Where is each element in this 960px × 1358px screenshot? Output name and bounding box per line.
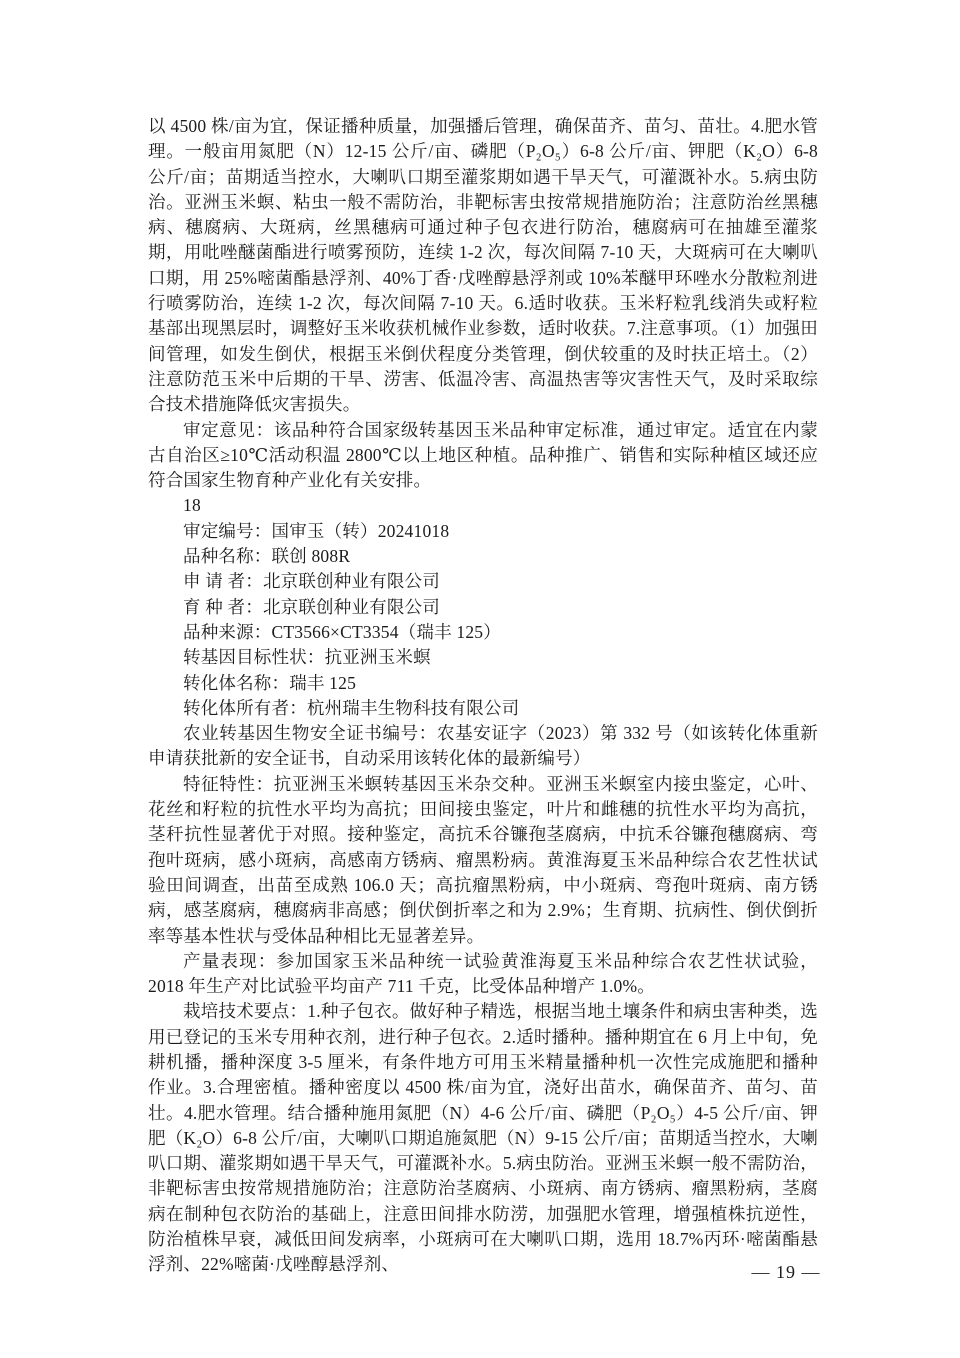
certification-number-line: 审定编号：国审玉（转）20241018 [183,520,450,541]
characteristics-paragraph: 特征特性：抗亚洲玉米螟转基因玉米杂交种。亚洲玉米螟室内接虫鉴定，心叶、花丝和籽粒的抗性水平均为高抗；田间接虫鉴定，叶片和雌穗的抗性水平均为高抗，茎秆抗性显著优于对照。接种鉴定，高抗禾谷镰孢茎腐病，中抗禾谷镰孢穗腐病、弯孢叶斑病，感小斑病，高感南方锈病、瘤黑粉病。黄淮海夏玉米品种综合农艺性状试验田间调查，出苗至成熟 106.0 天；高抗瘤黑粉病，中小斑病、弯孢叶斑病、南方锈病，感茎腐病，穗腐病非高感；倒伏倒折率之和为 2.9%；生育期、抗病性、倒伏倒折率等基本性状与受体品种相比无显著差异。 [148,773,818,946]
cultivation-continuation-paragraph: 以 4500 株/亩为宜，保证播种质量，加强播后管理，确保苗齐、苗匀、苗壮。4.肥水管理。一般亩用氮肥（N）12-15 公斤/亩、磷肥（P₂O₅）6-8 公斤/亩、钾肥（K₂O）6-8 公斤/亩；苗期适当控水，大喇叭口期至灌浆期如遇干旱天气，可灌溉补水。5.病虫防治。亚洲玉米螟、粘虫一般不需防治，非靶标害虫按常规措施防治；注意防治丝黑穗病、穗腐病、大斑病，丝黑穗病可通过种子包衣进行防治，穗腐病可在抽雄至灌浆期，用吡唑醚菌酯进行喷雾预防，连续 1-2 次，每次间隔 7-10 天，大斑病可在大喇叭口期，用 25%嘧菌酯悬浮剂、40%丁香·戊唑醇悬浮剂或 10%苯醚甲环唑水分散粒剂进行喷雾防治，连续 1-2 次，每次间隔 7-10 天。6.适时收获。玉米籽粒乳线消失或籽粒基部出现黑层时，调整好玉米收获机械作业参数，适时收获。7.注意事项。（1）加强田间管理，如发生倒伏，根据玉米倒伏程度分类管理，倒伏较重的及时扶正培土。（2）注意防范玉米中后期的干旱、涝害、低温冷害、高温热害等灾害性天气，及时采取综合技术措施降低灾害损失。 [148,116,818,415]
transgenic-trait-line: 转基因目标性状：抗亚洲玉米螟 [183,647,431,668]
document-text-block [148,114,818,1278]
page-number: — 19 — [751,1262,821,1282]
cultivation-techniques-paragraph: 栽培技术要点：1.种子包衣。做好种子精选，根据当地土壤条件和病虫害种类，选用已登记的玉米专用种衣剂，进行种子包衣。2.适时播种。播种期宜在 6 月上中旬，免耕机播，播种深度 3-5 厘米，有条件地方可用玉米精量播种机一次性完成施肥和播种作业。3.合理密植。播种密度以 4500 株/亩为宜，浇好出苗水，确保苗齐、苗匀、苗壮。4.肥水管理。结合播种施用氮肥（N）4-6 公斤/亩、磷肥（P₂O₅）4-5 公斤/亩、钾肥（K₂O）6-8 公斤/亩，大喇叭口期追施氮肥（N）9-15 公斤/亩；苗期适当控水，大喇叭口期、灌浆期如遇干旱天气，可灌溉补水。5.病虫防治。亚洲玉米螟一般不需防治，非靶标害虫按常规措施防治；注意防治茎腐病、小斑病、南方锈病、瘤黑粉病，茎腐病在制种包衣防治的基础上，注意田间排水防涝，加强肥水管理，增强植株抗逆性，防治植株早衰，减低田间发病率，小斑病可在大喇叭口期，选用 18.7%丙环·嘧菌酯悬浮剂、22%嘧菌·戊唑醇悬浮剂、 [148,1001,818,1275]
variety-name-line: 品种名称：联创 808R [183,546,351,567]
certification-opinion-paragraph: 审定意见：该品种符合国家级转基因玉米品种审定标准，通过审定。适宜在内蒙古自治区≥10℃活动积温 2800℃以上地区种植。品种推广、销售和实际种植区域还应符合国家生物育种产业化有关安排。 [148,419,818,491]
transformation-event-owner-line: 转化体所有者：杭州瑞丰生物科技有限公司 [183,697,520,718]
yield-performance-paragraph: 产量表现：参加国家玉米品种统一试验黄淮海夏玉米品种综合农艺性状试验，2018 年生产对比试验平均亩产 711 千克，比受体品种增产 1.0%。 [148,950,818,997]
applicant-line: 申 请 者：北京联创种业有限公司 [183,571,440,592]
biosafety-certificate-paragraph: 农业转基因生物安全证书编号：农基安证字（2023）第 332 号（如该转化体重新申请获批新的安全证书，自动采用该转化体的最新编号） [148,723,818,769]
transformation-event-name-line: 转化体名称：瑞丰 125 [183,672,357,693]
item-number-line: 18 [183,495,201,516]
variety-source-line: 品种来源：CT3566×CT3354（瑞丰 125） [183,621,501,642]
breeder-line: 育 种 者：北京联创种业有限公司 [183,596,440,617]
